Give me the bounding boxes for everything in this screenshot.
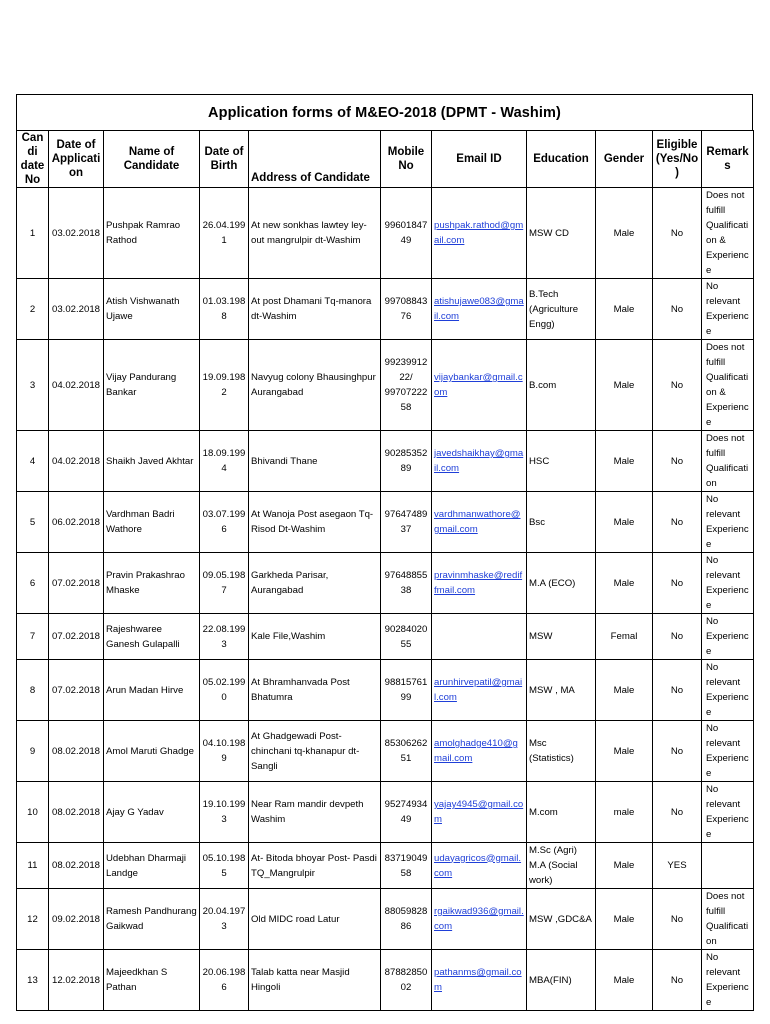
cell-name: Ajay G Yadav <box>104 782 200 843</box>
cell-gender: Male <box>596 889 653 950</box>
sheet-title: Application forms of M&EO-2018 (DPMT - Washim) <box>16 94 753 130</box>
cell-mobile: 8371904958 <box>381 843 432 889</box>
cell-dob: 26.04.1991 <box>200 188 249 279</box>
cell-no: 5 <box>17 492 49 553</box>
cell-mobile: 9028402055 <box>381 614 432 660</box>
cell-email[interactable]: javedshaikhay@gmail.com <box>432 431 527 492</box>
cell-mobile: 9028535289 <box>381 431 432 492</box>
cell-name: Atish Vishwanath Ujawe <box>104 279 200 340</box>
cell-email[interactable]: vardhmanwathore@gmail.com <box>432 492 527 553</box>
cell-gender: Male <box>596 188 653 279</box>
cell-date-application: 04.02.2018 <box>49 340 104 431</box>
cell-education: Msc (Statistics) <box>527 721 596 782</box>
cell-remarks: No relevant Experience <box>702 950 754 1011</box>
cell-no: 2 <box>17 279 49 340</box>
cell-date-application: 07.02.2018 <box>49 660 104 721</box>
cell-dob: 19.10.1993 <box>200 782 249 843</box>
table-row <box>17 660 754 721</box>
table-row <box>17 782 754 843</box>
cell-gender: Male <box>596 492 653 553</box>
cell-date-application: 07.02.2018 <box>49 553 104 614</box>
cell-date-application: 04.02.2018 <box>49 431 104 492</box>
cell-eligible: No <box>653 950 702 1011</box>
cell-name: Vardhman Badri Wathore <box>104 492 200 553</box>
table-row <box>17 340 754 431</box>
cell-email[interactable]: arunhirvepatil@gmail.com <box>432 660 527 721</box>
col-header-no: Candi date No <box>17 131 49 188</box>
cell-gender: male <box>596 782 653 843</box>
cell-education: B.Tech (Agriculture Engg) <box>527 279 596 340</box>
cell-mobile: 9764885538 <box>381 553 432 614</box>
cell-address: Talab katta near Masjid Hingoli <box>249 950 381 1011</box>
cell-address: Kale File,Washim <box>249 614 381 660</box>
cell-mobile: 9764748937 <box>381 492 432 553</box>
cell-education: M.com <box>527 782 596 843</box>
cell-eligible: No <box>653 492 702 553</box>
cell-eligible: No <box>653 340 702 431</box>
col-header-eligible: Eligible (Yes/No) <box>653 131 702 188</box>
cell-email[interactable]: udayagricos@gmail.com <box>432 843 527 889</box>
cell-education: M.Sc (Agri) M.A (Social work) <box>527 843 596 889</box>
cell-no: 4 <box>17 431 49 492</box>
col-header-remarks: Remarks <box>702 131 754 188</box>
cell-no: 7 <box>17 614 49 660</box>
cell-dob: 01.03.1988 <box>200 279 249 340</box>
table-row <box>17 843 754 889</box>
cell-name: Ramesh Pandhurang Gaikwad <box>104 889 200 950</box>
cell-remarks <box>702 843 754 889</box>
cell-address: At new sonkhas lawtey ley-out mangrulpir dt-Washim <box>249 188 381 279</box>
cell-no: 13 <box>17 950 49 1011</box>
cell-dob: 22.08.1993 <box>200 614 249 660</box>
cell-remarks: Does not fulfill Qualification & Experience <box>702 340 754 431</box>
cell-remarks: Does not fulfill Qualification <box>702 431 754 492</box>
cell-gender: Male <box>596 950 653 1011</box>
cell-date-application: 03.02.2018 <box>49 279 104 340</box>
cell-address: Garkheda Parisar, Aurangabad <box>249 553 381 614</box>
cell-remarks: No relevant Experience <box>702 279 754 340</box>
cell-dob: 18.09.1994 <box>200 431 249 492</box>
cell-eligible: YES <box>653 843 702 889</box>
cell-name: Pravin Prakashrao Mhaske <box>104 553 200 614</box>
table-row <box>17 188 754 279</box>
cell-no: 12 <box>17 889 49 950</box>
cell-name: Amol Maruti Ghadge <box>104 721 200 782</box>
applications-table <box>16 130 754 1011</box>
cell-name: Rajeshwaree Ganesh Gulapalli <box>104 614 200 660</box>
table-row <box>17 721 754 782</box>
col-header-education: Education <box>527 131 596 188</box>
cell-address: At Ghadgewadi Post- chinchani tq-khanapur dt- Sangli <box>249 721 381 782</box>
cell-dob: 20.06.1986 <box>200 950 249 1011</box>
cell-email <box>432 614 527 660</box>
cell-remarks: No Experience <box>702 614 754 660</box>
cell-address: Bhivandi Thane <box>249 431 381 492</box>
cell-date-application: 06.02.2018 <box>49 492 104 553</box>
cell-gender: Femal <box>596 614 653 660</box>
cell-eligible: No <box>653 431 702 492</box>
cell-no: 11 <box>17 843 49 889</box>
cell-eligible: No <box>653 721 702 782</box>
cell-no: 1 <box>17 188 49 279</box>
table-row <box>17 492 754 553</box>
table-row <box>17 950 754 1011</box>
cell-no: 6 <box>17 553 49 614</box>
cell-name: Pushpak Ramrao Rathod <box>104 188 200 279</box>
cell-address: At Bhramhanvada Post Bhatumra <box>249 660 381 721</box>
cell-gender: Male <box>596 843 653 889</box>
col-header-email: Email ID <box>432 131 527 188</box>
cell-email[interactable]: pushpak.rathod@gmail.com <box>432 188 527 279</box>
cell-name: Udebhan Dharmaji Landge <box>104 843 200 889</box>
cell-no: 9 <box>17 721 49 782</box>
col-header-date-application: Date of Application <box>49 131 104 188</box>
cell-mobile: 8805982886 <box>381 889 432 950</box>
cell-email[interactable]: vijaybankar@gmail.com <box>432 340 527 431</box>
cell-date-application: 08.02.2018 <box>49 782 104 843</box>
cell-gender: Male <box>596 279 653 340</box>
table-row <box>17 553 754 614</box>
cell-remarks: Does not fulfill Qualification & Experience <box>702 188 754 279</box>
cell-dob: 20.04.1973 <box>200 889 249 950</box>
application-forms-sheet <box>16 94 753 1011</box>
cell-gender: Male <box>596 340 653 431</box>
cell-education: B.com <box>527 340 596 431</box>
col-header-name: Name of Candidate <box>104 131 200 188</box>
cell-email[interactable]: pathanms@gmail.com <box>432 950 527 1011</box>
cell-eligible: No <box>653 660 702 721</box>
cell-dob: 19.09.1982 <box>200 340 249 431</box>
cell-date-application: 12.02.2018 <box>49 950 104 1011</box>
cell-remarks: No relevant Experience <box>702 492 754 553</box>
col-header-gender: Gender <box>596 131 653 188</box>
cell-remarks: No relevant Experience <box>702 553 754 614</box>
cell-education: MSW , MA <box>527 660 596 721</box>
cell-email[interactable]: amolghadge410@gmail.com <box>432 721 527 782</box>
cell-dob: 03.07.1996 <box>200 492 249 553</box>
cell-gender: Male <box>596 660 653 721</box>
cell-eligible: No <box>653 889 702 950</box>
table-header-row <box>17 131 754 188</box>
cell-education: Bsc <box>527 492 596 553</box>
cell-eligible: No <box>653 614 702 660</box>
cell-name: Vijay Pandurang Bankar <box>104 340 200 431</box>
cell-remarks: No relevant Experience <box>702 721 754 782</box>
cell-remarks: No relevant Experience <box>702 782 754 843</box>
table-row <box>17 614 754 660</box>
cell-email[interactable]: atishujawe083@gmail.com <box>432 279 527 340</box>
table-row <box>17 431 754 492</box>
cell-education: HSC <box>527 431 596 492</box>
cell-gender: Male <box>596 553 653 614</box>
cell-dob: 04.10.1989 <box>200 721 249 782</box>
cell-dob: 05.10.1985 <box>200 843 249 889</box>
col-header-address: Address of Candidate <box>249 131 381 188</box>
cell-eligible: No <box>653 782 702 843</box>
cell-eligible: No <box>653 188 702 279</box>
cell-no: 8 <box>17 660 49 721</box>
cell-gender: Male <box>596 431 653 492</box>
cell-dob: 09.05.1987 <box>200 553 249 614</box>
cell-name: Majeedkhan S Pathan <box>104 950 200 1011</box>
cell-education: MSW ,GDC&A <box>527 889 596 950</box>
cell-address: Old MIDC road Latur <box>249 889 381 950</box>
cell-date-application: 08.02.2018 <box>49 721 104 782</box>
cell-no: 3 <box>17 340 49 431</box>
cell-date-application: 07.02.2018 <box>49 614 104 660</box>
table-row <box>17 889 754 950</box>
cell-date-application: 08.02.2018 <box>49 843 104 889</box>
cell-name: Shaikh Javed Akhtar <box>104 431 200 492</box>
cell-no: 10 <box>17 782 49 843</box>
cell-gender: Male <box>596 721 653 782</box>
cell-mobile: 9970884376 <box>381 279 432 340</box>
cell-mobile: 8788285002 <box>381 950 432 1011</box>
cell-email[interactable]: yajay4945@gmail.com <box>432 782 527 843</box>
cell-education: MSW CD <box>527 188 596 279</box>
cell-mobile: 9960184749 <box>381 188 432 279</box>
cell-dob: 05.02.1990 <box>200 660 249 721</box>
cell-mobile: 9527493449 <box>381 782 432 843</box>
cell-education: MSW <box>527 614 596 660</box>
cell-education: MBA(FIN) <box>527 950 596 1011</box>
cell-email[interactable]: pravinmhaske@rediffmail.com <box>432 553 527 614</box>
table-row <box>17 279 754 340</box>
col-header-dob: Date of Birth <box>200 131 249 188</box>
cell-address: At Wanoja Post asegaon Tq- Risod Dt-Washim <box>249 492 381 553</box>
cell-address: Navyug colony Bhausinghpur Aurangabad <box>249 340 381 431</box>
col-header-mobile: Mobile No <box>381 131 432 188</box>
cell-address: At- Bitoda bhoyar Post- Pasdi TQ_Mangrulpir <box>249 843 381 889</box>
cell-remarks: No relevant Experience <box>702 660 754 721</box>
cell-mobile: 9881576199 <box>381 660 432 721</box>
cell-date-application: 09.02.2018 <box>49 889 104 950</box>
cell-education: M.A (ECO) <box>527 553 596 614</box>
cell-eligible: No <box>653 279 702 340</box>
cell-eligible: No <box>653 553 702 614</box>
cell-mobile: 8530626251 <box>381 721 432 782</box>
cell-name: Arun Madan Hirve <box>104 660 200 721</box>
cell-address: At post Dhamani Tq-manora dt-Washim <box>249 279 381 340</box>
cell-remarks: Does not fulfill Qualification <box>702 889 754 950</box>
cell-mobile: 9923991222/ 9970722258 <box>381 340 432 431</box>
cell-address: Near Ram mandir devpeth Washim <box>249 782 381 843</box>
cell-email[interactable]: rgaikwad936@gmail.com <box>432 889 527 950</box>
cell-date-application: 03.02.2018 <box>49 188 104 279</box>
